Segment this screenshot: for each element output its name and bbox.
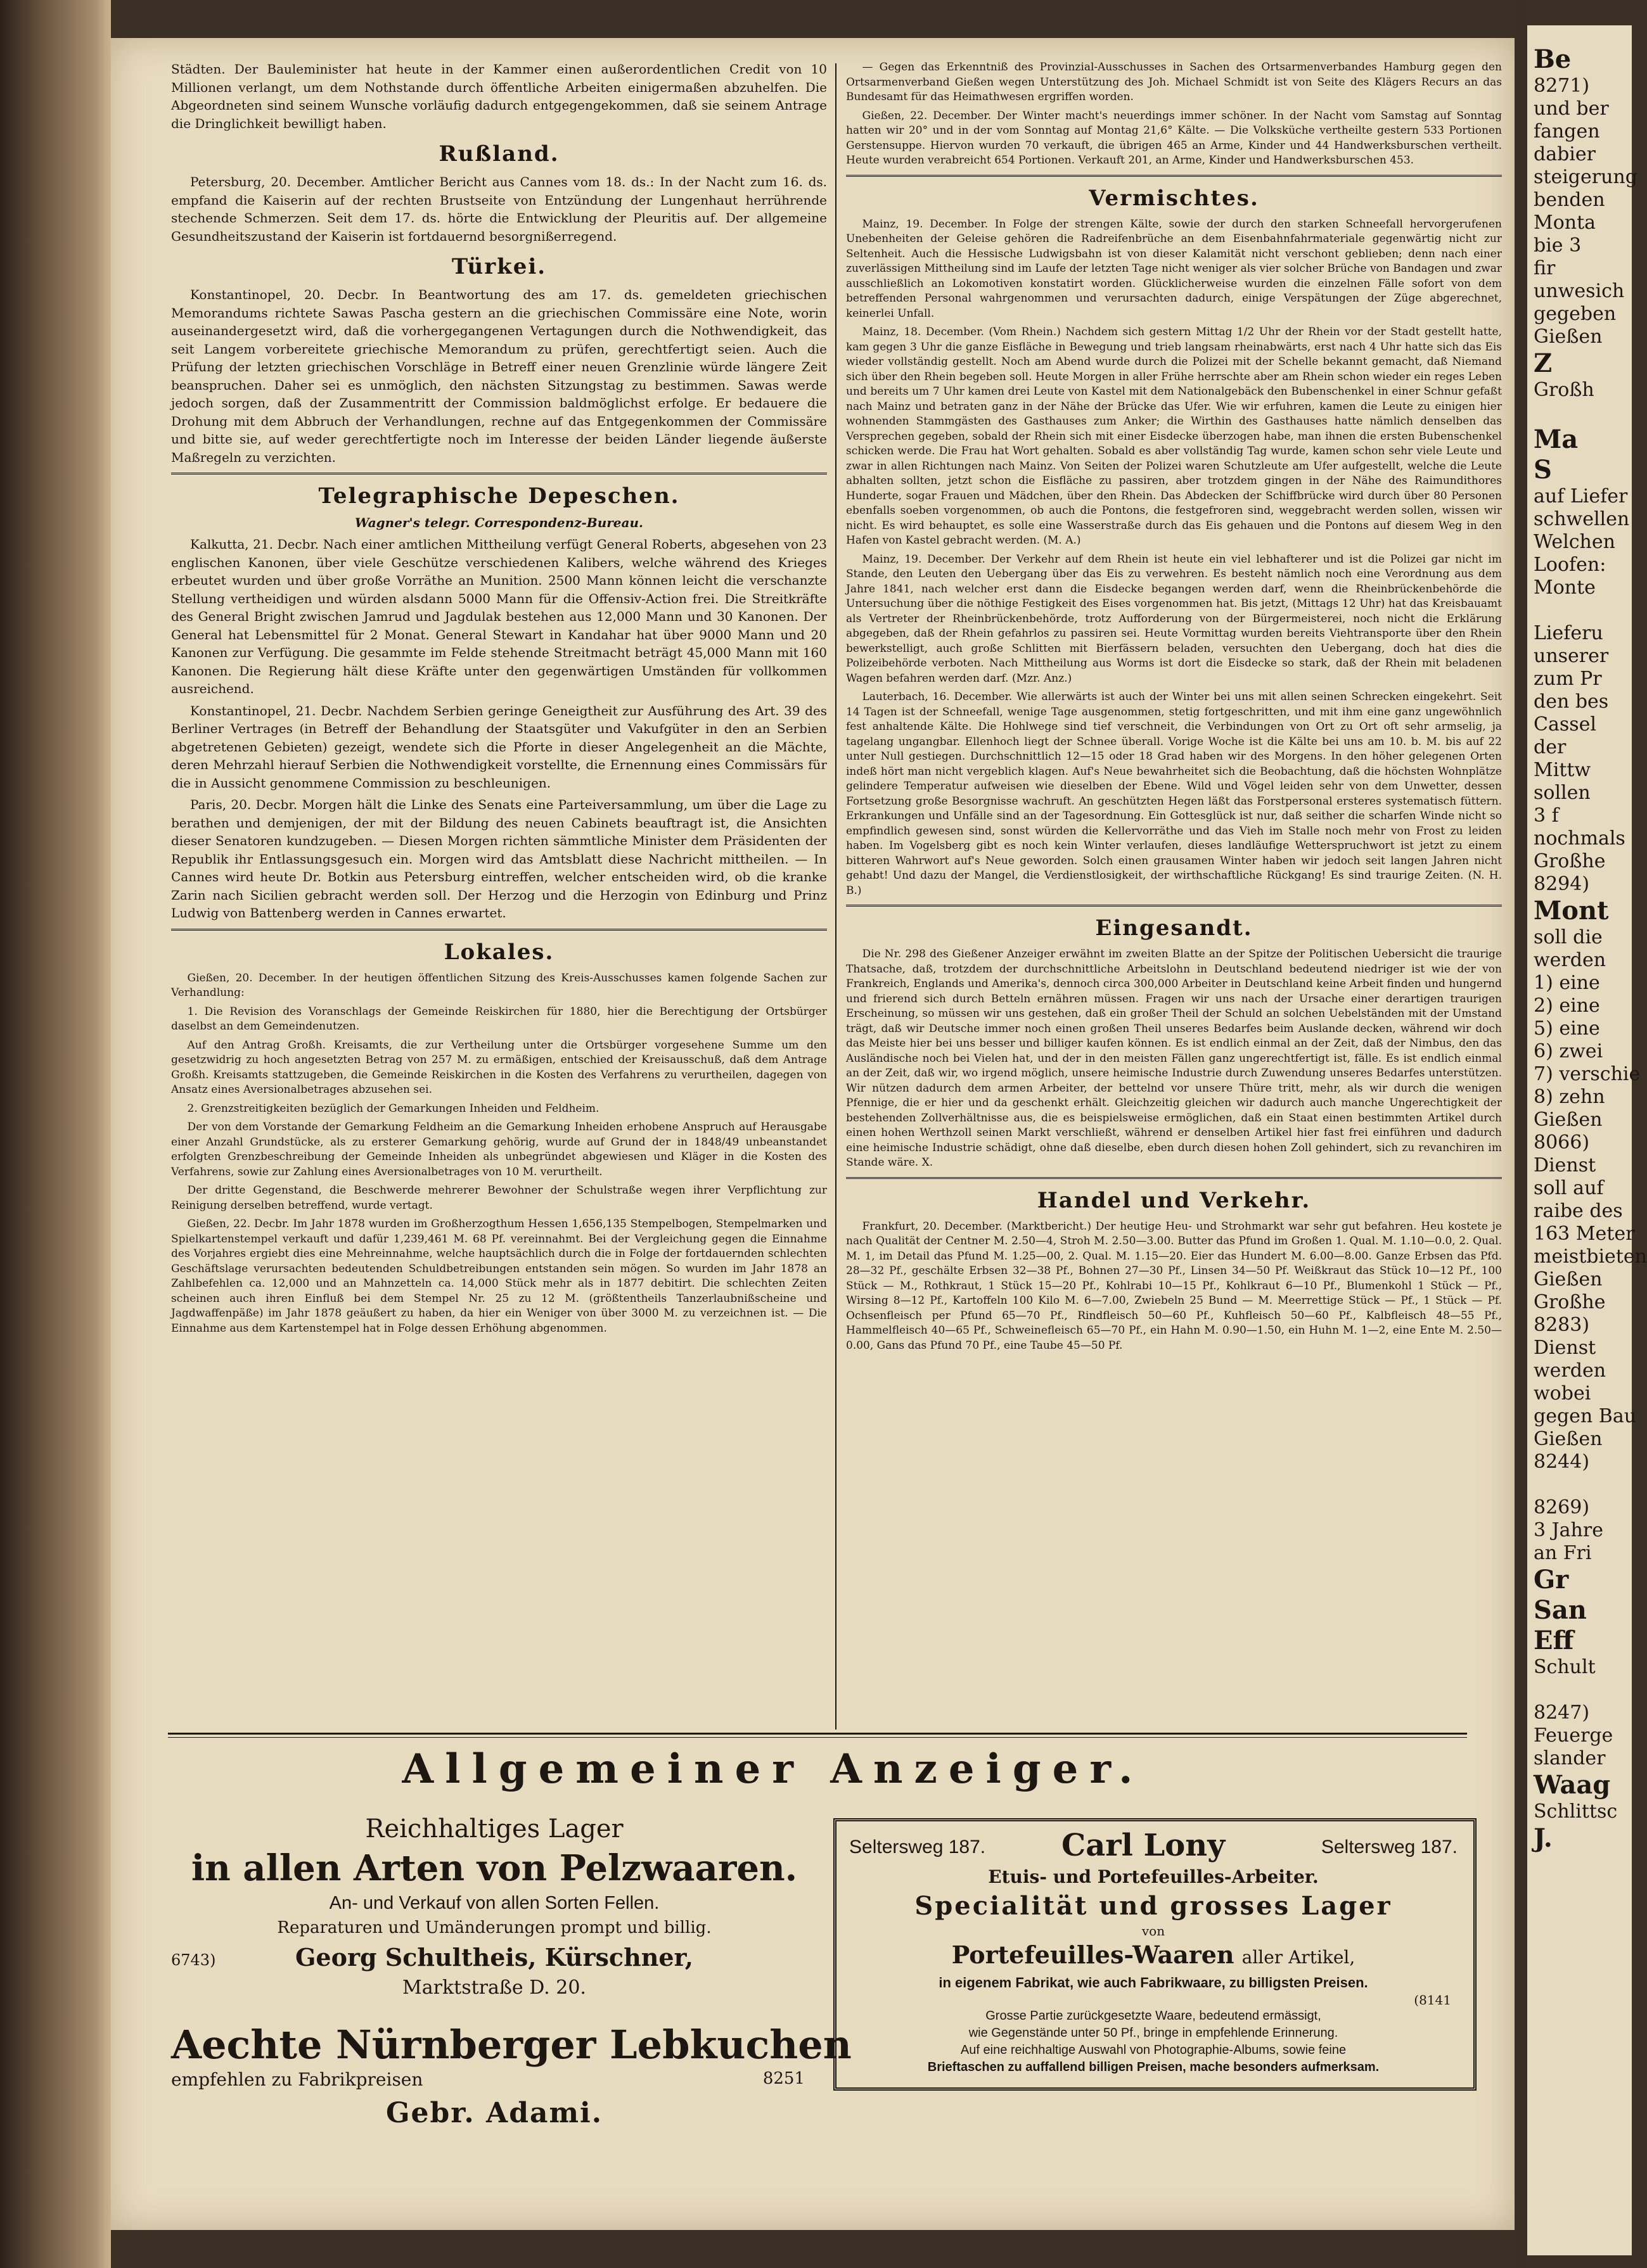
- right-column: [846, 60, 1502, 1726]
- next-page-fragment: der: [1534, 736, 1567, 758]
- lokales-paragraph: Der dritte Gegenstand, die Beschwerde mehrerer Bewohner der Schulstraße wegen ihrer Verpflichtung zur Reinigung derselben betreffend, wurde vertagt.: [171, 1184, 827, 1212]
- next-page-fragment: 8269): [1534, 1496, 1590, 1519]
- ad-number: 8251: [762, 2069, 805, 2088]
- lokales-paragraph: 2. Grenzstreitigkeiten bezüglich der Gemarkungen Inheiden und Feldheim.: [187, 1102, 599, 1115]
- article-konstantinopel-2: Konstantinopel, 21. Decbr. Nachdem Serbien geringe Geneigtheit zur Ausführung des Art. 39 des Berliner Vertrages (in Betreff der Behandlung der Staatsgüter und Vakufgüter in den an Serbien abgetretenen Gebieten) gezeigt, wendete sich die Pforte in dieser Angelegenheit an die Mächte, deren Mehrzahl hierauf Serbien die Nothwendigkeit vorstellte, die Ernennung eines Commissärs für die in Aussicht genommene Commission zu beschleunigen.: [171, 703, 827, 791]
- ad-line: Grosse Partie zurückgesetzte Waare, bedeutend ermässigt,: [985, 2009, 1321, 2023]
- next-page-fragment: 8066): [1534, 1131, 1590, 1154]
- next-page-fragment: [1527, 599, 1632, 622]
- next-page-fragment: 1) eine: [1534, 972, 1600, 994]
- next-page-fragment: Schlittsc: [1534, 1800, 1618, 1823]
- article-mainz-3: Mainz, 19. December. Der Verkehr auf dem Rhein ist heute ein viel lebhafterer und ist die Polizei gar nicht im Stande, den Leuten den Uebergang über das Eis zu verwehren. Es besteht nämlich noch eine Verordnung aus dem Jahre 1841, nach welcher erst dann die Eisdecke begangen werden darf, wenn die Rheinbrückenbehörde die Untersuchung über die nöthige Festigkeit des Eises vorgenommen hat. Bis jetzt, (Mittags 12 Uhr) hat das Kreisbauamt als Vertreter der Rheinbrückenbehörde, trotz Aufforderung von der Bürgermeisterei, noch nicht die Erklärung abgegeben, daß der Rhein gefahrlos zu passiren sei. Heute Vormittag wurden bereits Viehtransporte über den Rhein bewerkstelligt, auch große Schlitten mit Bierfässern beladen, versuchten den Uebergang, doch hat dies die Polizeibehörde verboten. Nach Mittheilung aus Worms ist dort die Eisdecke so stark, daß der Rhein mit beladenen Wagen befahren werden darf. (Mzr. Anz.): [846, 552, 1502, 685]
- next-page-fragment: J.: [1534, 1823, 1553, 1853]
- next-page-fragment: Monta: [1534, 212, 1596, 234]
- next-page-fragment: Mittw: [1534, 759, 1591, 781]
- next-page-fragment: soll auf: [1534, 1177, 1604, 1199]
- ad-merchant: Gebr. Adami.: [385, 2097, 603, 2129]
- next-page-fragments: [1527, 25, 1647, 1854]
- next-page-fragment: 8247): [1534, 1702, 1590, 1724]
- ad-address: Seltersweg 187.: [849, 1837, 986, 1857]
- next-page-fragment: werden: [1534, 1360, 1606, 1382]
- next-page-fragment: fir: [1534, 257, 1556, 279]
- next-page-edge: [1527, 25, 1647, 2255]
- next-page-fragment: slander: [1534, 1747, 1606, 1769]
- next-page-fragment: 3 f: [1534, 805, 1559, 827]
- next-page-fragment: Waag: [1534, 1770, 1611, 1800]
- heading-eingesandt: Eingesandt.: [1095, 915, 1253, 941]
- ad-merchant: Georg Schultheis, Kürschner,: [295, 1943, 693, 1972]
- next-page-fragment: 6) zwei: [1534, 1040, 1603, 1062]
- section-rule: [846, 905, 1502, 907]
- next-page-fragment: Welchen: [1534, 531, 1615, 553]
- ad-merchant: Carl Lony: [1061, 1828, 1226, 1863]
- ad-line: Reparaturen und Umänderungen prompt und billig.: [277, 1918, 712, 1937]
- next-page-fragment: steigerung: [1534, 166, 1637, 188]
- next-page-fragment: meistbieten: [1534, 1245, 1647, 1268]
- ad-line: Brieftaschen zu auffallend billigen Preisen, mache besonders aufmerksam.: [927, 2060, 1380, 2074]
- ad-address: Marktstraße D. 20.: [402, 1977, 586, 1999]
- next-page-fragment: den bes: [1534, 691, 1609, 713]
- next-page-fragment: 163 Meter: [1534, 1223, 1635, 1245]
- next-page-fragment: Dienst: [1534, 1337, 1596, 1359]
- section-rule: [171, 473, 827, 475]
- next-page-fragment: Eff: [1534, 1626, 1574, 1655]
- column-divider: [835, 63, 836, 1730]
- ad-number: 6743): [171, 1951, 216, 1969]
- next-page-fragment: Lieferu: [1534, 622, 1603, 644]
- next-page-fragment: gegeben: [1534, 303, 1617, 325]
- next-page-fragment: 2) eine: [1534, 995, 1600, 1017]
- next-page-fragment: fangen: [1534, 120, 1600, 143]
- ad-schultheis: [171, 1812, 817, 2002]
- next-page-fragment: Gr: [1534, 1565, 1569, 1595]
- next-page-fragment: 8294): [1534, 873, 1590, 895]
- next-page-fragment: wobei: [1534, 1382, 1591, 1405]
- next-page-fragment: 5) eine: [1534, 1017, 1600, 1040]
- book-binding: [0, 0, 111, 2268]
- article-paris: Paris, 20. Decbr. Morgen hält die Linke des Senats eine Parteiversammlung, um über die Lage zu berathen und demjenigen, der mit der Bildung des neuen Cabinets beauftragt ist, die Ansichten dieser Senatoren kundzugeben. — Diesen Morgen richten sämmtliche Minister dem Präsidenten der Republik ihr Entlassungsgesuch ein. Morgen wird das Amtsblatt diese Nachricht mittheilen. — In Cannes wird heute Dr. Botkin aus Petersburg eintreffen, welcher entscheiden wird, ob die kranke Zarin nach Sicilien gebracht werden soll. Der Herzog und die Herzogin von Edinburg und Prinz Ludwig von Battenberg werden in Cannes erwartet.: [171, 797, 827, 921]
- ad-product: Portefeuilles-Waaren: [951, 1940, 1234, 1969]
- anzeiger-title: Allgemeiner Anzeiger.: [402, 1745, 1144, 1793]
- ad-line: empfehlen zu Fabrikpreisen: [171, 2069, 423, 2090]
- next-page-fragment: unwesich: [1534, 280, 1625, 302]
- section-rule: [171, 929, 827, 931]
- next-page-fragment: Schult: [1534, 1656, 1596, 1678]
- next-page-fragment: nochmals: [1534, 827, 1625, 850]
- next-page-fragment: 7) verschie: [1534, 1063, 1641, 1085]
- ad-headline: Specialität und grosses Lager: [914, 1891, 1392, 1921]
- telegraph-bureau: Wagner's telegr. Correspondenz-Bureau.: [355, 515, 643, 530]
- left-column: [171, 60, 827, 1720]
- heading-telegraphische-depeschen: Telegraphische Depeschen.: [318, 483, 680, 509]
- heading-lokales: Lokales.: [444, 939, 554, 965]
- next-page-fragment: Loofen:: [1534, 554, 1606, 576]
- ad-line: aller Artikel,: [1241, 1947, 1355, 1968]
- ad-line: Etuis- und Portefeuilles-Arbeiter.: [988, 1866, 1319, 1887]
- lokales-paragraph: Gießen, 20. December. In der heutigen öffentlichen Sitzung des Kreis-Ausschusses kamen folgende Sachen zur Verhandlung:: [171, 971, 827, 999]
- next-page-fragment: dabier: [1534, 143, 1596, 165]
- next-page-fragment: 8) zehn: [1534, 1086, 1605, 1108]
- next-page-fragment: Cassel: [1534, 713, 1596, 736]
- ad-number: (8141: [1414, 1992, 1451, 2008]
- ad-lony: [843, 1828, 1464, 2081]
- next-page-fragment: an Fri: [1534, 1542, 1592, 1564]
- ad-line: Reichhaltiges Lager: [365, 1814, 624, 1844]
- next-page-fragment: und ber: [1534, 98, 1609, 120]
- ad-line: wie Gegenstände unter 50 Pf., bringe in empfehlende Erinnerung.: [968, 2026, 1338, 2040]
- article-eingesandt: Die Nr. 298 des Gießener Anzeiger erwähnt im zweiten Blatte an der Spitze der Politischen Uebersicht die traurige Thatsache, daß, trotzdem der durchschnittliche Arbeitslohn in Deutschland bedeutend niedriger ist wie der von Frankreich, Englands und Amerika's, dennoch circa 300,000 Arbeiter in Deutschland keine Arbeit finden und hungernd und frierend sich durch Betteln ernähren müssen. Fragen wir uns nach der Ursache einer derartigen traurigen Erscheinung, so müssen wir uns gestehen, daß ein großer Theil der Schuld an solchen Uebelständen mit der Umstand trägt, daß wir Deutsche immer noch einen großen Theil unseres Bedarfes beim Auslande decken, während wir doch das Meiste hier bei uns besser und billiger kaufen können. Es ist endlich einmal an der Zeit, daß der Nimbus, den das Ausländische noch bei Vielen hat, und der in den meisten Fällen ganz ungerechtfertigt ist, fälle. Es ist endlich einmal an der Zeit, daß wir, wo irgend möglich, unsere heimische Industrie durch Zuwendung unseres Bedarfes unterstützen. Wir nützen dadurch dem armen Arbeiter, der bettelnd vor unsere Thüre tritt, mehr, als wir durch die wenigen Pfennige, die er hier und da geschenkt erhält. Gleichzeitig gleichen wir dadurch auch manche Ungerechtigkeit der bestehenden Zollverhältnisse aus, die es beispielsweise ermöglichen, daß ein Staat einen bestimmten Artikel durch einen hohen Werthzoll seinen Markt verschließt, während er denselben Artikel hier fast frei einführen und dadurch eine heimische Industrie schädigt, ohne daß dieselbe, eben durch diesen hohen Zoll gehindert, sich zu revanchiren im Stande wäre. X.: [846, 948, 1502, 1169]
- next-page-fragment: raibe des: [1534, 1200, 1623, 1222]
- ad-headline: in allen Arten von Pelzwaaren.: [191, 1847, 798, 1889]
- article-giessen-winter: Gießen, 22. December. Der Winter macht's neuerdings immer schöner. In der Nacht vom Samstag auf Sonntag hatten wir 20° und in der vom Sonntag auf Montag 21,6° Kälte. — Die Volksküche vertheilte gestern 533 Portionen Gerstensuppe. Hiervon wurden 70 verkauft, die übrigen 465 an Arme, Kinder und 44 Handwerksburschen vertheilt. Heute wurden verabreicht 654 Portionen. Verkauft 201, an Arme, Kinder und Handwerksburschen 453.: [846, 109, 1502, 167]
- intro-paragraph: Städten. Der Bauleminister hat heute in der Kammer einen außerordentlichen Credit von 10 Millionen verlangt, um dem Nothstande durch öffentliche Arbeiten einigermaßen abzuhelfen. Die Abgeordneten sind seinem Wunsche vorläufig dadurch entgegengekommen, daß sie seinem Antrage die Dringlichkeit bewilligt haben.: [171, 61, 827, 131]
- heading-vermischtes: Vermischtes.: [1089, 185, 1259, 211]
- article-marktbericht: Frankfurt, 20. December. (Marktbericht.) Der heutige Heu- und Strohmarkt war sehr gut befahren. Heu kostete je nach Qualität der Centner M. 2.50—4, Stroh M. 2.50—3.00. Butter das Pfund im Großen 1. Qual. M. 1.10—0.0, 2. Qual. M. 1, im Detail das Pfund M. 1.25—00, 2. Qual. M. 1.15—20. Eier das Hundert M. 6.00—8.00. Ganze Erbsen das Pfd. 28—32 Pf., geschälte Erbsen 32—38 Pf., Bohnen 27—30 Pf., Linsen 34—50 Pf. Weißkraut das Stück 10—12 Pf., 100 Stück — M., Rothkraut, 1 Stück 15—20 Pf., Kohlrabi 10—15 Pf., Kohlkraut 6—10 Pf., Blumenkohl 1 Stück — Pf., Wirsing 8—12 Pf., Kartoffeln 100 Kilo M. 6—7.00, Zwiebeln 25 Bund — M. Meerrettige Stück — Pf., 1 Stück — Pf. Ochsenfleisch per Pfund 65—70 Pf., Rindfleisch 50—60 Pf., Kuhfleisch 50—60 Pf., Kalbfleisch 48—55 Pf., Hammelfleisch 40—65 Pf., Schweinefleisch 65—70 Pf., ein Hahn M. 0.90—1.50, ein Huhn M. 1—2, eine Ente M. 2.50—0.00, Gans das Pfund 70 Pf., eine Taube 45—50 Pf.: [846, 1220, 1502, 1352]
- next-page-fragment: bie 3: [1534, 234, 1582, 257]
- page-gutter: [1515, 0, 1527, 2268]
- next-page-fragment: gegen Bau: [1534, 1405, 1637, 1427]
- next-page-fragment: werden: [1534, 949, 1606, 971]
- next-page-fragment: Großh: [1534, 379, 1594, 401]
- next-page-fragment: Mont: [1534, 896, 1609, 926]
- next-page-fragment: unserer: [1534, 645, 1609, 667]
- next-page-fragment: Gießen: [1534, 1428, 1603, 1450]
- next-page-fragment: Großhe: [1534, 1291, 1606, 1313]
- next-page-fragment: 3 Jahre: [1534, 1519, 1603, 1541]
- ad-headline: Aechte Nürnberger Lebkuchen: [171, 2022, 852, 2068]
- ad-line: in eigenem Fabrikat, wie auch Fabrikwaare, zu billigsten Preisen.: [939, 1975, 1368, 1991]
- next-page-fragment: [1527, 402, 1632, 424]
- article-mainz-1: Mainz, 19. December. In Folge der strengen Kälte, sowie der durch den starken Schneefall hervorgerufenen Unebenheiten der Geleise gehören die Radreifenbrüche an dem Eisenbahnfahrmateriale gegenwärtig nicht zur Seltenheit. Auch die Hessische Ludwigsbahn ist von dieser Kalamität nicht verschont geblieben; denn nach einer zuverlässigen Mittheilung sind im Laufe der letzten Tage nicht weniger als vier solcher Brüche von Bandagen und zwar ausschließlich an Lokomotiven konstatirt worden. Glücklicherweise wurden die einzelnen Fälle sofort von dem betreffenden Personal wahrgenommen und verursachten dadurch, einige Verspätungen der Züge abgerechnet, keinerlei Unfall.: [846, 217, 1502, 320]
- next-page-fragment: San: [1534, 1595, 1587, 1625]
- next-page-fragment: zum Pr: [1534, 668, 1602, 690]
- ad-address: Seltersweg 187.: [1321, 1837, 1458, 1857]
- article-petersburg: Petersburg, 20. December. Amtlicher Bericht aus Cannes vom 18. ds.: In der Nacht zum 16. ds. empfand die Kaiserin auf der rechten Brustseite von Entzündung der Lungenhaut herrührende stechende Schmerzen. Seit dem 17. ds. hörte die Entwicklung der Pleuritis auf. Der allgemeine Gesundheitszustand der Kaiserin ist fortdauernd besorgnißerregend.: [171, 174, 827, 244]
- article-konstantinopel-1: Konstantinopel, 20. Decbr. In Beantwortung des am 17. ds. gemeldeten griechischen Memorandums richtete Sawas Pascha gestern an die griechischen Commissäre eine Note, worin auseinandergesetzt wird, daß die vorhergegangenen Vertagungen durch die Nothwendigkeit, das seit Langem vorbereitete griechische Memorandum zu prüfen, gerechtfertigt seien. Auch die Prüfung der letzten griechischen Vorschläge in Betreff einer neuen Grenzlinie würde längere Zeit beanspruchen. Daher sei es unmöglich, den nächsten Sitzungstag zu bestimmen. Sawas werde jedoch sorgen, daß der Zusammentritt der Commission baldmöglichst erfolge. Er bedauere die Drohung mit dem Abbruch der Verhandlungen, rechne auf das Entgegenkommen der Commissäre und bitte sie, auf weder gerechtfertigte noch im Interesse der beiden Länder liegende äußerste Maßregeln zu verzichten.: [171, 287, 827, 465]
- next-page-fragment: schwellen: [1534, 508, 1630, 530]
- lokales-paragraph: Der von dem Vorstande der Gemarkung Feldheim an die Gemarkung Inheiden erhobene Anspruch auf Herausgabe einer Anzahl Grundstücke, als zu ersterer Gemarkung gehörig, wurde auf Grund der in 1848/49 unbeanstandet erfolgten Grenzbeschreibung der Gemeinde Inheiden als unbegründet abgewiesen und Kläger in die Kosten des Verfahrens, sowie zur Zahlung eines Aversionalbetrages von 10 M. verurtheilt.: [171, 1121, 827, 1178]
- article-mainz-2: Mainz, 18. December. (Vom Rhein.) Nachdem sich gestern Mittag 1/2 Uhr der Rhein vor der Stadt gestellt hatte, kam gegen 3 Uhr die ganze Eisfläche in Bewegung und trieb langsam rheinabwärts, erst nach 4 Uhr hatte sich das Eis wieder vollständig gestellt. Noch am Abend wurde durch die Polizei mit der Schelle bekannt gemacht, daß Niemand sich über den Rhein begeben soll. Heute Morgen in aller Frühe herrschte aber am Rhein schon wieder ein reges Leben und bereits um 7 Uhr kamen drei Leute von Kastel mit dem Nationalgebäck den Bubenschenkel in einer Schnur gefaßt nach Mainz und betraten ganz in der Nähe der Brücke das Ufer. Wie wir erfuhren, kamen die Leute zu einigen hier wohnenden Stammgästen des Gasthauses zum Anker; die Wirthin des Gasthauses hatte nämlich denselben das Versprechen gegeben, sobald der Rhein sich mit einer Eisdecke überzogen habe, man ihnen die ersten Bubenschenkel schicken werde. Die Frau hat Wort gehalten. Sobald es aber vollständig Tag wurde, kamen schon sehr viele Leute und zwar in allen Richtungen nach Mainz. Von Seiten der Polizei waren Schutzleute am Ufer aufgestellt, welche die Leute abhalten sollten, jetzt schon die Eisfläche zu passiren, aber trotzdem gingen in der Nähe des Raimundithores Hunderte, sogar Frauen und Mädchen, über den Rhein. Das Abdecken der Schiffbrücke wird durch über 80 Personen ebenfalls soeben vorgenommen, ob auch die Pontons, die festgefroren sind, weggebracht werden sollen, wissen wir nicht. Es wird behauptet, es solle eine Wasserstraße durch das Eis gehauen und die Pontons auf diesem Weg in den Hafen von Kastel gebracht werden. (M. A.): [846, 326, 1502, 547]
- ad-adami: [171, 2021, 852, 2148]
- heading-tuerkei: Türkei.: [451, 254, 547, 279]
- ad-line: Auf eine reichhaltige Auswahl von Photographie-Albums, sowie feine: [960, 2043, 1347, 2057]
- next-page-fragment: Großhe: [1534, 850, 1606, 872]
- section-rule: [846, 175, 1502, 177]
- ad-line: An- und Verkauf von allen Sorten Fellen.: [329, 1893, 660, 1913]
- heading-handel: Handel und Verkehr.: [1037, 1187, 1311, 1213]
- ad-headline: [843, 1939, 1464, 1973]
- next-page-fragment: Z: [1534, 348, 1553, 378]
- lokales-paragraph: 1. Die Revision des Voranschlags der Gemeinde Reiskirchen für 1880, hier die Berechtigung der Ortsbürger daselbst an dem Gemeindenutzen.: [171, 1005, 827, 1033]
- next-page-fragment: benden: [1534, 189, 1605, 211]
- next-page-fragment: 8283): [1534, 1314, 1590, 1336]
- next-page-fragment: Be: [1534, 44, 1572, 74]
- ad-line: von: [1141, 1923, 1165, 1939]
- section-rule: [846, 1177, 1502, 1179]
- next-page-fragment: 8244): [1534, 1451, 1590, 1473]
- article-ortsarmenverband: — Gegen das Erkenntniß des Provinzial-Ausschusses in Sachen des Ortsarmenverbandes Hamburg gegen den Ortsarmenverband Gießen wegen Unterstützung des Joh. Michael Schmidt ist von Seite des Klägers Recurs an das Bundesamt für das Heimathwesen ergriffen worden.: [846, 61, 1502, 103]
- lokales-paragraph: Auf den Antrag Großh. Kreisamts, die zur Vertheilung unter die Ortsbürger vorgesehene Summe um den gesetzwidrig zu hoch angesetzten Betrag von 257 M. zu ermäßigen, entschied der Kreisausschuß, daß dem Antrage Großh. Kreisamts stattzugeben, die Gemeinde Reiskirchen in die Kosten des Verfahrens zu verurtheilen, dagegen von Ansatz eines Aversionalbetrages abzusehen sei.: [171, 1038, 827, 1096]
- next-page-fragment: Dienst: [1534, 1154, 1596, 1176]
- next-page-fragment: soll die: [1534, 926, 1603, 948]
- next-page-fragment: Feuerge: [1534, 1724, 1613, 1747]
- anzeiger-top-rule: [168, 1733, 1467, 1738]
- next-page-fragment: Gießen: [1534, 1109, 1603, 1131]
- next-page-fragment: Ma: [1534, 424, 1579, 454]
- next-page-fragment: 8271): [1534, 75, 1590, 97]
- next-page-fragment: Monte: [1534, 577, 1596, 599]
- article-kalkutta: Kalkutta, 21. Decbr. Nach einer amtlichen Mittheilung verfügt General Roberts, abgesehen von 23 englischen Kanonen, über viele Geschütze verschiedenen Kalibers, welche während des Krieges erbeutet wurden und über große Vorräthe an Munition. 2500 Mann können leicht die verschanzte Stellung vertheidigen und würden alsdann 5000 Mann für die Offensiv-Action frei. Die Streitkräfte des General Bright zwischen Jamrud und Jagdulak bestehen aus 12,000 Mann und 30 Kanonen. Der General hat Lebensmittel für 2 Monat. General Stewart in Kandahar hat über 9000 Mann und 20 Kanonen zur Verfügung. Die gesammte im Felde stehende Streitmacht beträgt 45,000 Mann mit 160 Kanonen. Die Regierung hält diese Kräfte unter den gegenwärtigen Umständen für vollkommen ausreichend.: [171, 537, 827, 696]
- lokales-paragraph: Gießen, 22. Decbr. Im Jahr 1878 wurden im Großherzogthum Hessen 1,656,135 Stempelbogen, Stempelmarken und Spielkartenstempel verkauft und dafür 1,239,461 M. 68 Pf. vereinnahmt. Bei der Vergleichung gegen die Einnahme des Vorjahres ergiebt dies eine Mehreinnahme, welche hauptsächlich durch die in Folge der fortdauernden schlechten Geschäftslage verursachten bedeutenden Schuldbetreibungen entstanden sein mögen. So wurden im Jahr 1878 an Zahlbefehlen ca. 12,000 und an Mahnzetteln ca. 14,000 Stück mehr als in 1877 debitirt. Die schlechten Zeiten scheinen auch ihren Einfluß bei dem Stempel Nr. 25 zu 12 M. (größtentheils Tanzerlaubnißscheine und Jagdwaffenpäße) im Jahr 1878 geäußert zu haben, da hier ein Weniger von über 3000 M. zu verzeichnen ist. — Die Einnahme aus dem Kartenstempel hat in Folge dessen Erhöhung abgenommen.: [171, 1218, 827, 1335]
- next-page-fragment: auf Liefer: [1534, 485, 1628, 507]
- next-page-fragment: S: [1534, 455, 1552, 485]
- next-page-fragment: Gießen: [1534, 326, 1603, 348]
- article-lauterbach: Lauterbach, 16. December. Wie allerwärts ist auch der Winter bei uns mit allen seinen Schrecken eingekehrt. Seit 14 Tagen ist der Schneefall, wenige Tage ausgenommen, stetig fortgeschritten, und mit ihm eine ganz ungewöhnlich fest anhaltende Kälte. Die Hohlwege sind tief verschneit, die Verbindungen von Ort zu Ort oft sehr armselig, ja tagelang ungangbar. Ellenhoch liegt der Schnee überall. Vorige Woche ist die Kälte bei uns am 10. b. M. bis auf 22 unter Null gestiegen. Durchschnittlich 12—15 oder 18 Grad haben wir des Morgens. In den höher gelegenen Orten indeß hört man nicht vergeblich klagen. Auf's Neue bewahrheitet sich die Beobachtung, daß die höchsten Wohnplätze gelindere Temperatur aufweisen wie dieselben der Ebene. Wild und Vögel leiden sehr von dem Unwetter, dessen Fortsetzung große Besorgnisse wachruft. An geschützten Hegen läßt das Forstpersonal ersteres systematisch füttern. Erkrankungen und Unfälle sind an der Tagesordnung. Ein Gottesglück ist nur, daß seither die scharfen Winde nicht so empfindlich gewesen sind, sonst würden die Kellervorräthe und das Vieh im Stalle noch mehr von Frost zu leiden haben. Im Vogelsberg gibt es noch kein Winter verlaufen, dieses landläufige Wetterspruchwort ist jetzt zu einem bitteren Wahrwort auf's Neue geworden. Solch einen grausamen Winter haben wir jedoch seit langen Jahren nicht gehabt! Und dazu der Mangel, die Verdienstlosigkeit, der wirthschaftliche Rückgang! Es sind traurige Zeiten. (N. H. B.): [846, 691, 1502, 897]
- next-page-fragment: [1527, 1474, 1632, 1496]
- next-page-fragment: Gießen: [1534, 1268, 1603, 1290]
- next-page-fragment: [1527, 1679, 1632, 1702]
- heading-russland: Rußland.: [439, 141, 560, 167]
- next-page-fragment: sollen: [1534, 782, 1591, 804]
